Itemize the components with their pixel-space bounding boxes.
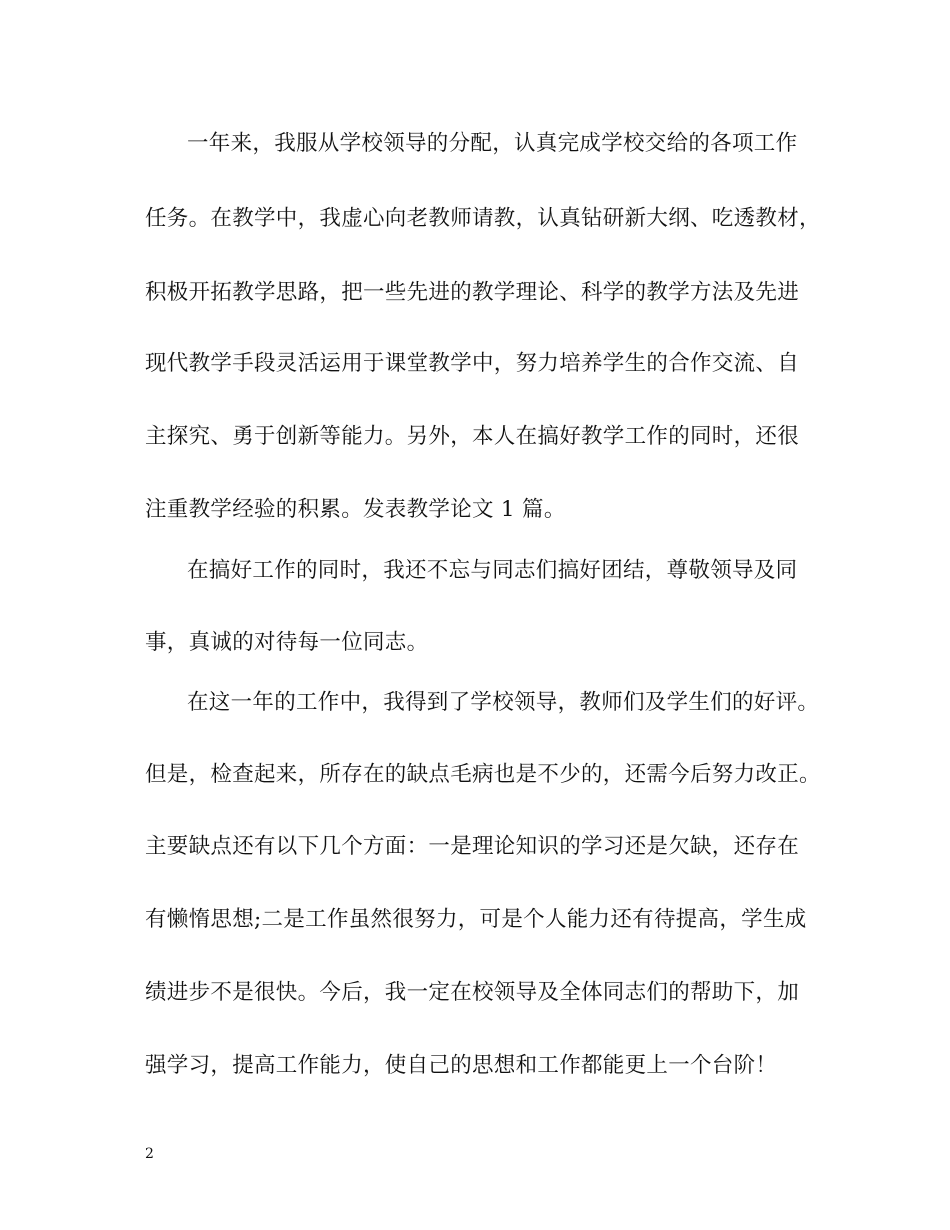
page-number: 2	[145, 1146, 154, 1162]
paragraph-1-line-6: 注重教学经验的积累。发表教学论文 1 篇。	[145, 497, 566, 522]
paragraph-3-line-1: 在这一年的工作中，我得到了学校领导，教师们及学生们的好评。	[187, 690, 820, 715]
paragraph-1-line-2: 任务。在教学中，我虚心向老教师请教，认真钻研新大纲、吃透教材，	[145, 206, 821, 231]
paragraph-3-line-6: 强学习，提高工作能力，使自己的思想和工作都能更上一个台阶！	[145, 1053, 778, 1078]
paragraph-1-line-5: 主探究、勇于创新等能力。另外，本人在搞好教学工作的同时，还很	[145, 424, 800, 449]
paragraph-1-line-4: 现代教学手段灵活运用于课堂教学中，努力培养学生的合作交流、自	[145, 351, 800, 376]
paragraph-1-line-3: 积极开拓教学思路，把一些先进的教学理论、科学的教学方法及先进	[145, 280, 800, 305]
paragraph-2-line-2: 事，真诚的对待每一位同志。	[145, 630, 429, 655]
paragraph-3-line-3: 主要缺点还有以下几个方面：一是理论知识的学习还是欠缺，还存在	[145, 834, 800, 859]
paragraph-3-line-5: 绩进步不是很快。今后，我一定在校领导及全体同志们的帮助下，加	[145, 980, 800, 1005]
paragraph-1-line-1: 一年来，我服从学校领导的分配，认真完成学校交给的各项工作	[187, 131, 798, 156]
paragraph-2-line-1: 在搞好工作的同时，我还不忘与同志们搞好团结，尊敬领导及同	[187, 558, 798, 583]
paragraph-3-line-4: 有懒惰思想;二是工作虽然很努力，可是个人能力还有待提高，学生成	[145, 907, 807, 932]
paragraph-3-line-2: 但是，检查起来，所存在的缺点毛病也是不少的，还需今后努力改正。	[145, 762, 821, 787]
